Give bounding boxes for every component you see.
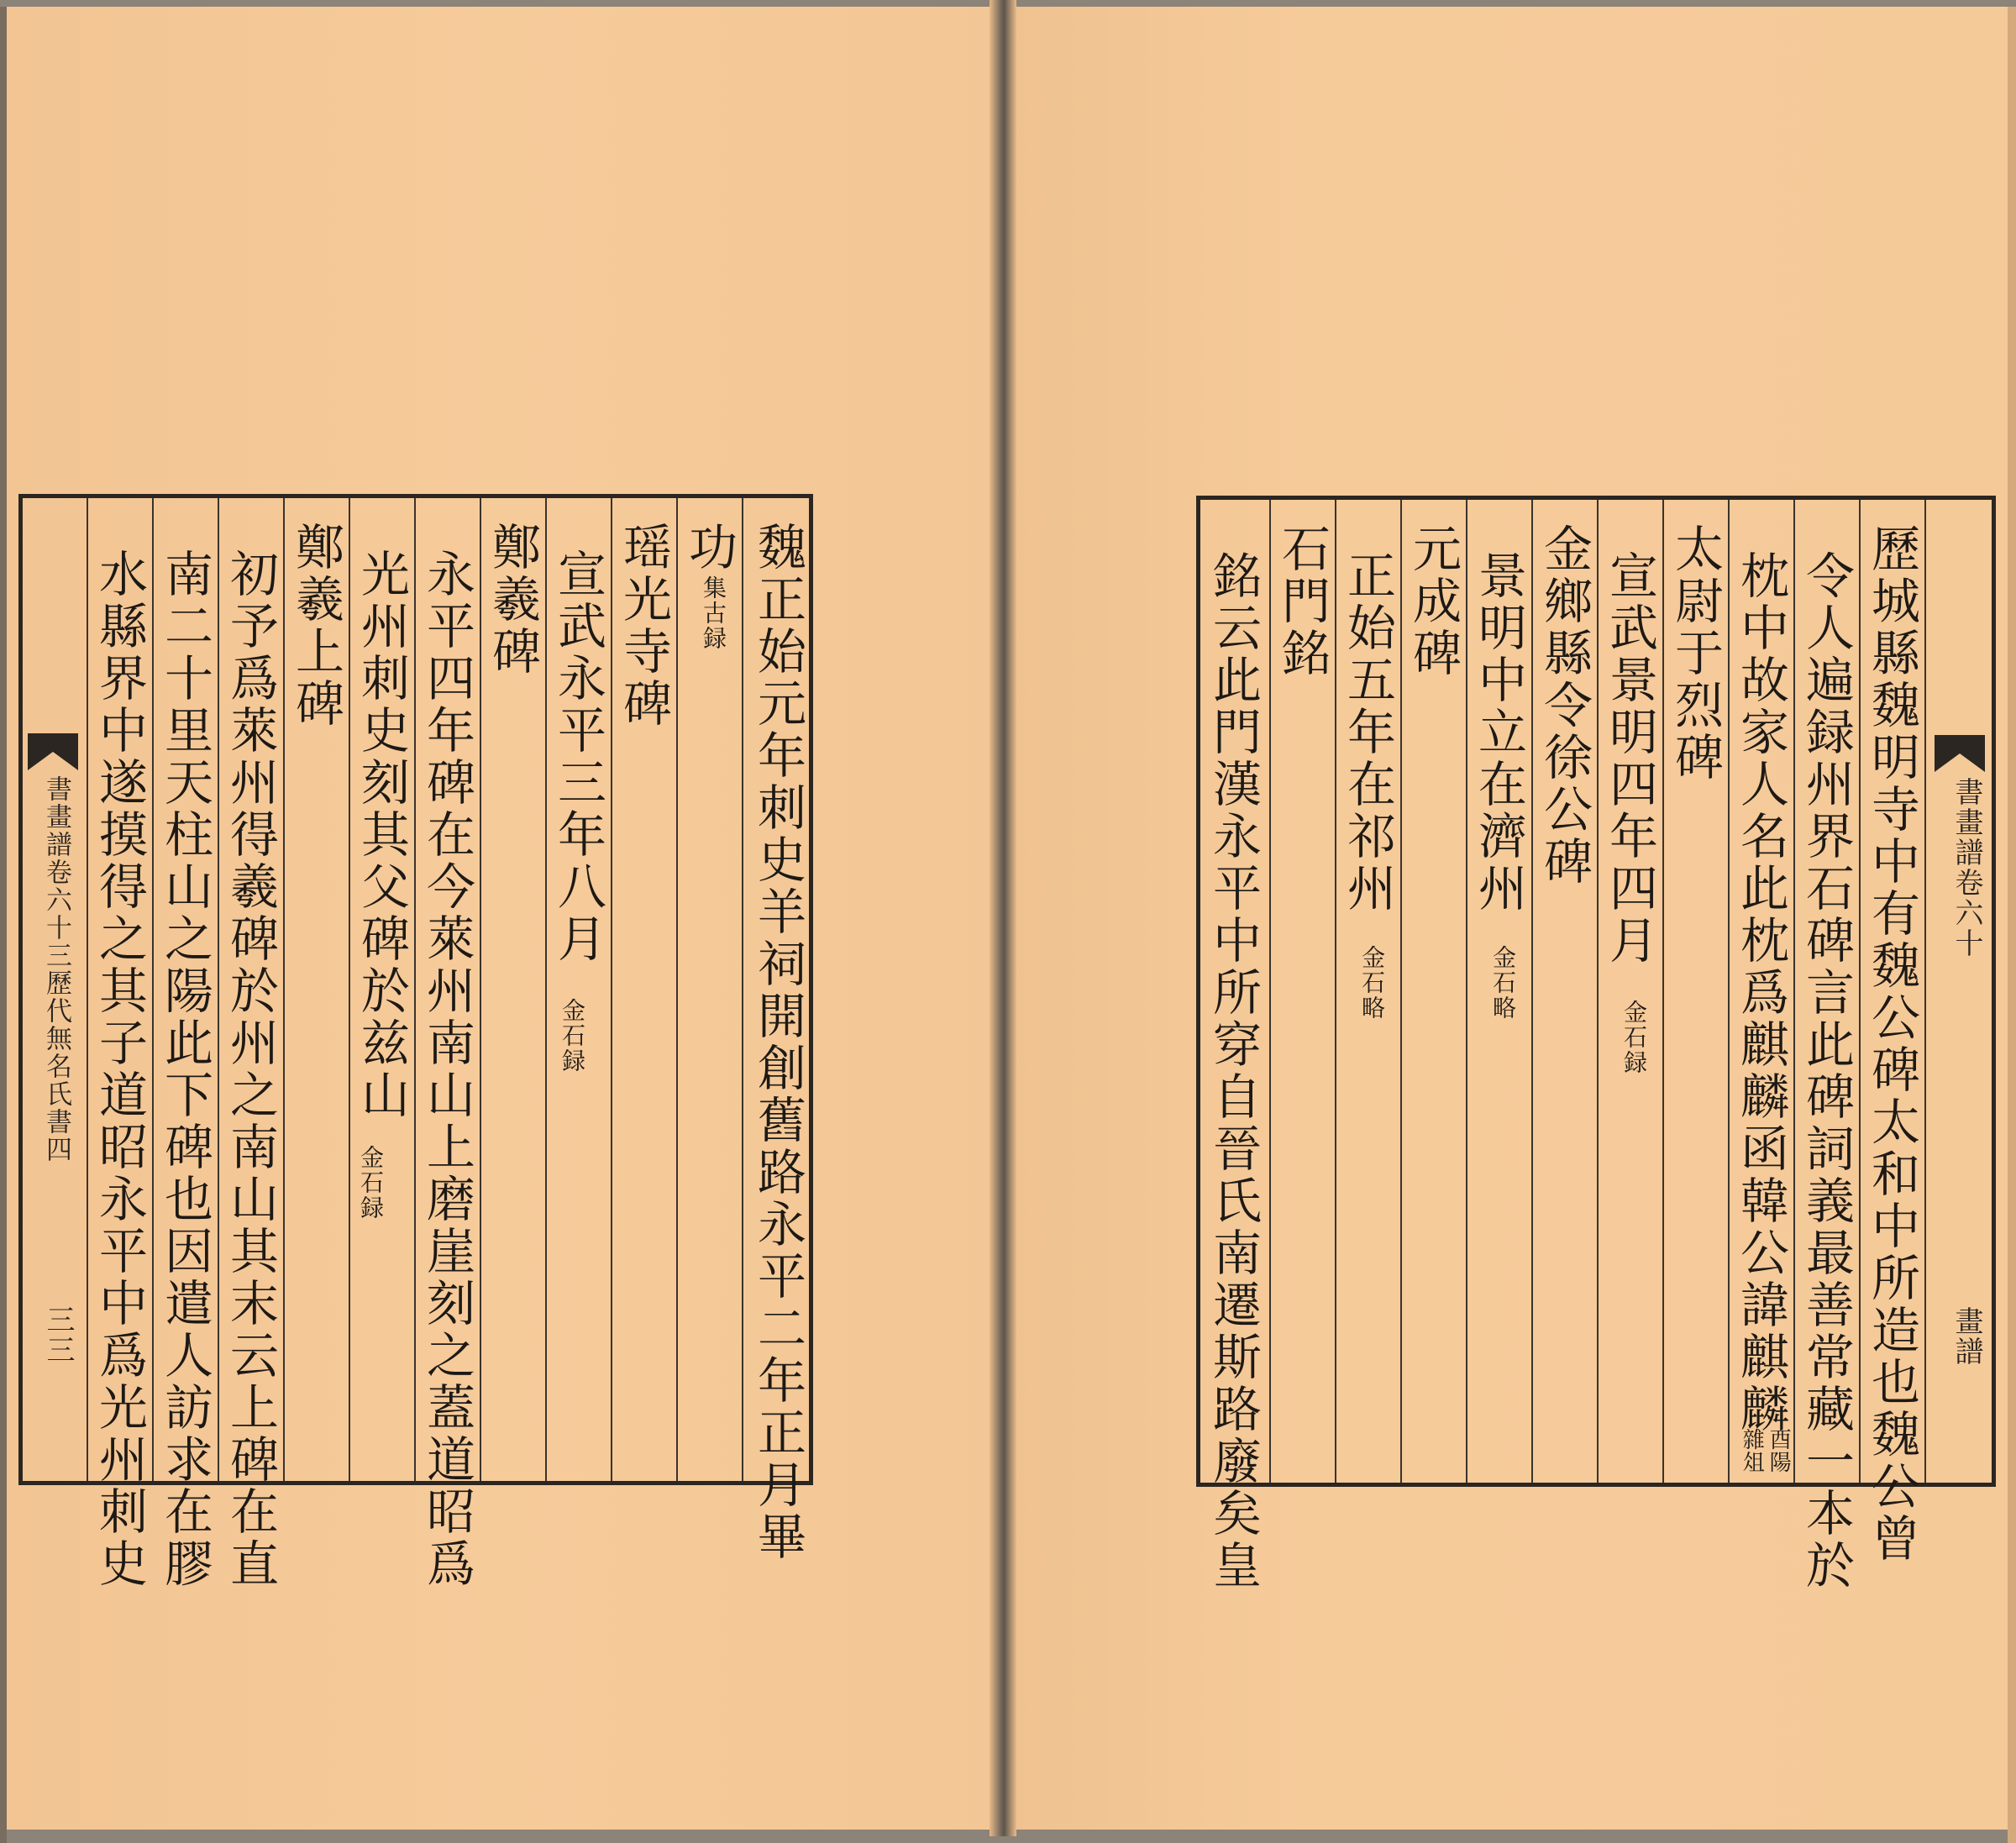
left-col-3 xyxy=(611,498,676,1481)
right-col-7-text: 景明中立在濟州 xyxy=(1470,550,1527,915)
right-col-3-text: 枕中故家人名此枕爲麒麟函韓公諱麒麟 xyxy=(1732,550,1789,1436)
left-col-1-text: 魏正始元年刺史羊祠開創舊路永平二年正月畢 xyxy=(749,522,806,1563)
right-col-6 xyxy=(1531,500,1597,1483)
right-col-1-text: 歷城縣魏明寺中有魏公碑太和中所造也魏公曾 xyxy=(1863,523,1920,1565)
right-col-3-note-a: 酉陽 xyxy=(1766,1428,1792,1473)
right-col-4 xyxy=(1662,500,1728,1483)
right-margin-title: 書畫譜卷六十 xyxy=(1950,777,1983,958)
left-col-8-text: 鄭羲上碑 xyxy=(287,522,344,730)
right-col-8 xyxy=(1400,500,1466,1483)
left-col-9 xyxy=(218,498,283,1590)
fishtail-mark-icon xyxy=(28,733,78,770)
left-col-10 xyxy=(152,498,218,1590)
left-margin-title: 書畫譜卷六十三歷代無名氏書四 xyxy=(41,775,71,1163)
left-margin-column xyxy=(23,498,87,1481)
left-col-9-text: 初予爲萊州得羲碑於州之南山其末云上碑在直 xyxy=(222,549,279,1590)
left-col-8 xyxy=(283,498,349,1481)
left-col-6-text: 永平四年碑在今萊州南山上磨崖刻之蓋道昭爲 xyxy=(418,549,475,1590)
left-col-7-text: 光州刺史刻其父碑於兹山 xyxy=(353,549,410,1121)
right-col-3-note-b: 雜俎 xyxy=(1739,1428,1765,1473)
right-col-10-text: 石門銘 xyxy=(1273,523,1331,680)
right-col-7-note: 金石略 xyxy=(1489,945,1517,1021)
right-col-10 xyxy=(1269,500,1335,1483)
left-col-2-text: 功 xyxy=(680,522,738,574)
right-col-5 xyxy=(1597,500,1662,1483)
left-col-7 xyxy=(349,498,414,1481)
left-col-10-text: 南二十里天柱山之陽此下碑也因遣人訪求在膠 xyxy=(156,549,213,1590)
right-col-9-text: 正始五年在祁州 xyxy=(1339,550,1396,915)
left-text-frame xyxy=(18,494,813,1590)
left-col-5 xyxy=(480,498,545,1481)
right-col-11 xyxy=(1200,500,1269,1592)
right-margin-column xyxy=(1924,500,1992,1483)
right-col-5-text: 宣武景明四年四月 xyxy=(1601,550,1658,967)
left-col-11 xyxy=(87,498,152,1590)
right-col-8-text: 元成碑 xyxy=(1404,523,1462,680)
right-page-edge xyxy=(2008,7,2016,1843)
right-col-3 xyxy=(1728,500,1793,1483)
right-col-9-note: 金石略 xyxy=(1358,945,1386,1021)
right-col-7 xyxy=(1466,500,1531,1483)
left-col-4 xyxy=(545,498,611,1481)
right-col-4-text: 太尉于烈碑 xyxy=(1667,523,1724,784)
right-col-2-text: 令人遍録州界石碑言此碑詞義最善常藏一本於 xyxy=(1798,550,1855,1592)
left-col-1 xyxy=(742,498,813,1563)
left-col-4-note: 金石録 xyxy=(559,998,586,1074)
right-col-6-text: 金鄉縣令徐公碑 xyxy=(1536,523,1593,888)
right-col-11-text: 銘云此門漢永平中所穿自晉氏南遷斯路廢矣皇 xyxy=(1205,550,1262,1592)
left-col-11-text: 水縣界中遂摸得之其子道昭永平中爲光州刺史 xyxy=(91,549,148,1590)
left-col-4-text: 宣武永平三年八月 xyxy=(549,549,606,965)
left-margin-page: 三三 xyxy=(41,1305,75,1365)
left-col-2-note: 集古録 xyxy=(700,575,727,651)
right-col-5-note: 金石録 xyxy=(1620,1000,1648,1075)
left-col-7-note: 金石録 xyxy=(357,1145,385,1221)
left-col-6 xyxy=(414,498,480,1590)
right-col-1 xyxy=(1859,500,1924,1565)
right-margin-page: 畫譜 xyxy=(1950,1306,1983,1367)
left-col-3-text: 瑶光寺碑 xyxy=(615,522,672,730)
right-col-9 xyxy=(1335,500,1400,1483)
book-gutter xyxy=(990,0,1016,1836)
right-col-2 xyxy=(1793,500,1859,1592)
left-col-5-text: 鄭羲碑 xyxy=(484,522,541,678)
right-text-frame xyxy=(1196,496,1996,1592)
left-col-2 xyxy=(676,498,742,1481)
fishtail-mark-icon xyxy=(1935,735,1985,772)
left-page-edge xyxy=(0,7,7,1843)
